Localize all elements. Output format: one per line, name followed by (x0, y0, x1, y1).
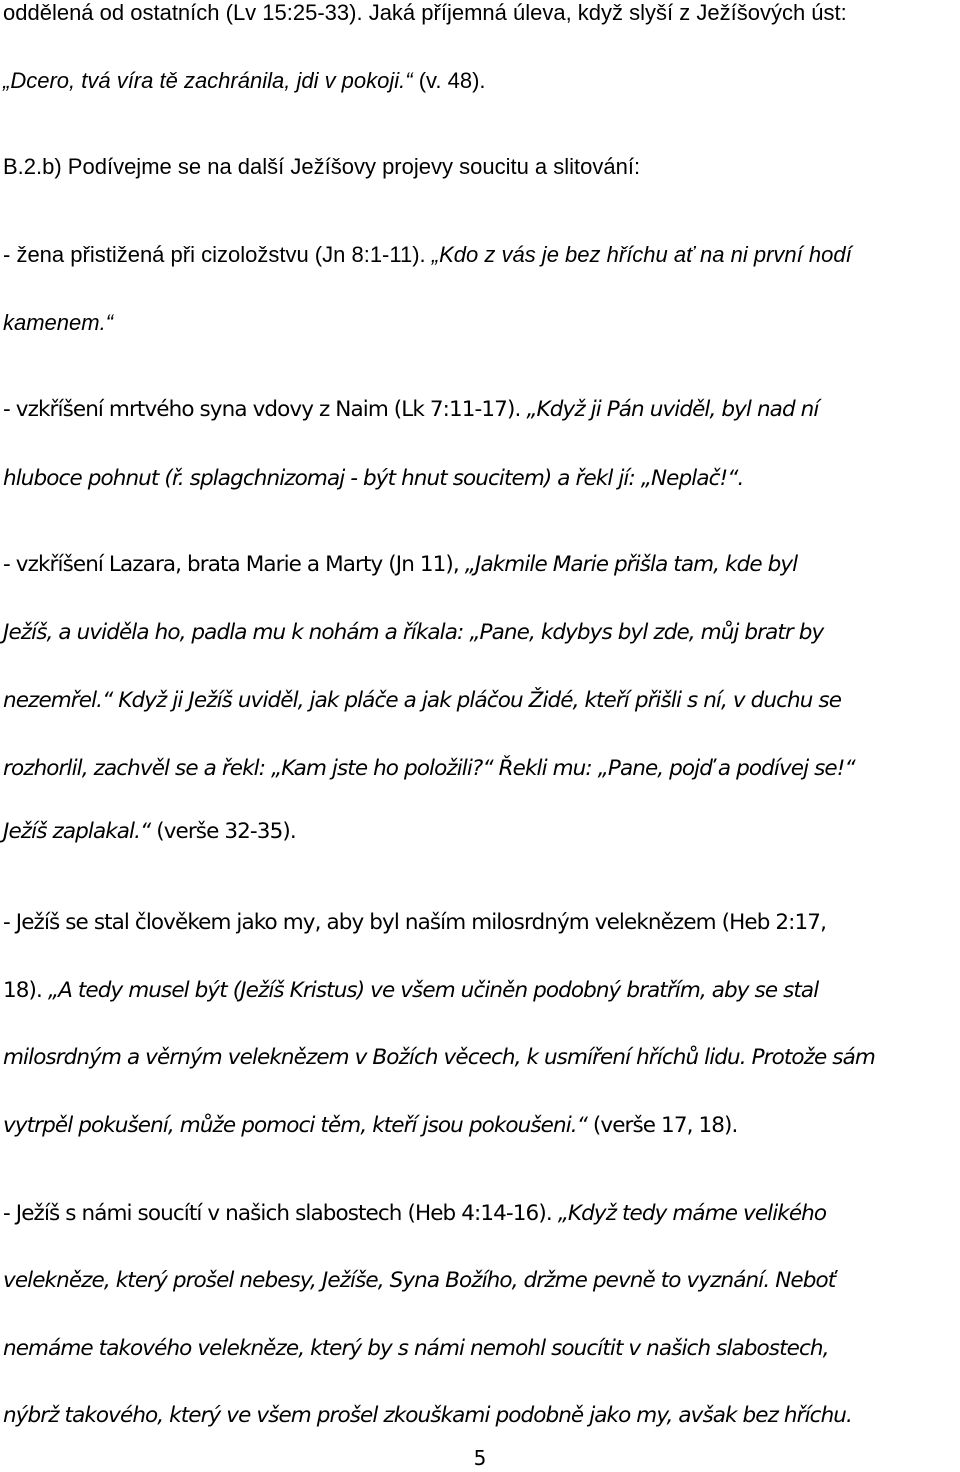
text-run: - vzkříšení Lazara, brata Marie a Marty (Jn 11), (3, 552, 465, 577)
text-line (3, 464, 743, 494)
quote-run: nemáme takového velekněze, který by s námi nemohl soucítit v našich slabostech, (3, 1336, 829, 1361)
text-line (3, 1266, 835, 1296)
text-line (3, 240, 852, 270)
text-run: oddělená od ostatních (Lv 15:25-33). Jaká příjemná úleva, když slyší z Ježíšových úst: (3, 0, 847, 25)
text-line (3, 817, 296, 847)
quote-run: kamenem.“ (3, 310, 114, 335)
quote-run: Ježíš zaplakal.“ (3, 819, 151, 844)
text-line (3, 1199, 826, 1229)
text-line (3, 1334, 829, 1364)
text-run: 18). (3, 978, 48, 1003)
text-line (3, 308, 113, 338)
text-line (3, 976, 818, 1006)
reference-run: (verše 17, 18). (586, 1113, 738, 1138)
quote-run: nezemřel.“ Když ji Ježíš uviděl, jak pláče a jak pláčou Židé, kteří přišli s ní, v duchu se (3, 688, 842, 713)
quote-run: hluboce pohnut (ř. splagchnizomaj - být hnut soucitem) a řekl jí: „Neplač!“. (3, 466, 744, 491)
quote-run: rozhorlil, zachvěl se a řekl: „Kam jste ho položili?“ Řekli mu: „Pane, pojď a podívej se!“ (3, 756, 855, 781)
text-line (3, 1401, 852, 1431)
section-heading (3, 152, 640, 182)
quote-run: Ježíš, a uviděla ho, padla mu k nohám a říkala: „Pane, kdybys byl zde, můj bratr by (3, 620, 824, 645)
text-line (3, 1111, 737, 1141)
text-line (3, 908, 826, 938)
quote-run: vytrpěl pokušení, může pomoci těm, kteří jsou pokoušeni.“ (3, 1113, 587, 1138)
quote-run: velekněze, který prošel nebesy, Ježíše, Syna Božího, držme pevně to vyznání. Neboť (3, 1268, 836, 1293)
text-run: - žena přistižená při cizoložstvu (Jn 8:1-11). (3, 242, 432, 267)
reference-run: (verše 32-35). (150, 819, 296, 844)
text-run: - Ježíš se stal člověkem jako my, aby byl naším milosrdným veleknězem (Heb 2:17, (3, 910, 827, 935)
quote-run: milosrdným a věrným veleknězem v Božích věcech, k usmíření hříchů lidu. Protože sám (3, 1045, 875, 1070)
text-line (3, 550, 797, 580)
quote-run: „Jakmile Marie přišla tam, kde byl (464, 552, 798, 577)
quote-run: „Když tedy máme velikého (557, 1201, 827, 1226)
quote-run: nýbrž takového, který ve všem prošel zkouškami podobně jako my, avšak bez hříchu. (3, 1403, 852, 1428)
text-run: B.2.b) Podívejme se na další Ježíšovy projevy soucitu a slitování: (3, 154, 641, 179)
text-line (3, 618, 823, 648)
text-line (3, 0, 847, 28)
quote-run: „Kdo z vás je bez hříchu ať na ni první hodí (431, 242, 852, 267)
quote-run: „Dcero, tvá víra tě zachránila, jdi v pokoji.“ (3, 68, 413, 93)
text-line (3, 66, 486, 96)
text-line (3, 686, 841, 716)
page-number: 5 (473, 1446, 487, 1470)
text-run: - vzkříšení mrtvého syna vdovy z Naim (Lk 7:11-17). (3, 397, 527, 422)
text-run: - Ježíš s námi soucítí v našich slabostech (Heb 4:14-16). (3, 1201, 558, 1226)
text-line (3, 1043, 875, 1073)
reference-run: (v. 48). (412, 68, 486, 93)
quote-run: „Když ji Pán uviděl, byl nad ní (526, 397, 819, 422)
quote-run: „A tedy musel být (Ježíš Kristus) ve všem učiněn podobný bratřím, aby se stal (47, 978, 819, 1003)
text-line (3, 395, 818, 425)
text-line (3, 754, 855, 784)
